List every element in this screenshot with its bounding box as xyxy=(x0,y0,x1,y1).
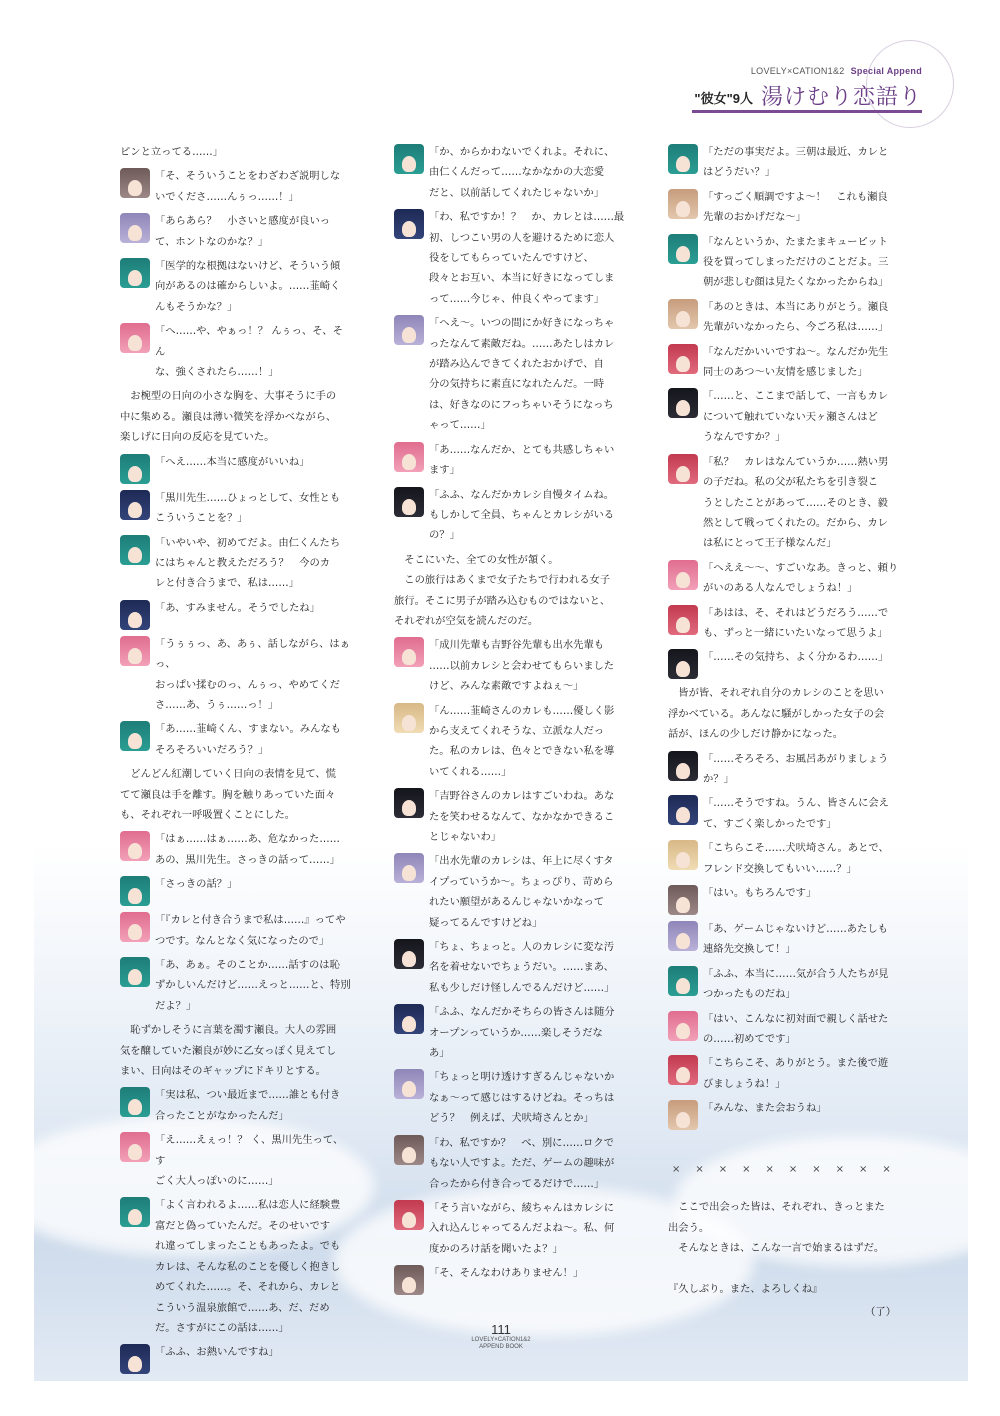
dialogue-text: 「ふふ、なんだかカレシ自慢タイムね。 もしかして全員、ちゃんとカレシがいる の？」 xyxy=(429,488,615,542)
dialogue-text: 「わ、私ですか？ べ、別に……ロクで もない人ですよ。ただ、ゲームの趣味が 合ったから付き合ってるだけで……」 xyxy=(429,1136,615,1190)
dialogue-line xyxy=(394,485,626,546)
dialogue-line xyxy=(120,829,352,870)
dialogue-text: 「あ、あぁ。そのことか……話すのは恥 ずかしいんだけど……えっと……と、特別 だよ？」 xyxy=(155,959,351,1012)
dialogue-text: 「へえ～。いつの間にか好きになっちゃ ったなんて素敵だね。……あたしはカレ が踏み込んできてくれたおかげで、自 分の気持ちに素直になれたんだ。一時 は、好きなのにフっちゃいそうになっち ゃって……」 xyxy=(429,317,615,432)
dialogue-line xyxy=(394,937,626,998)
header-append: Special Append xyxy=(850,66,922,76)
dialogue-line xyxy=(668,1053,900,1094)
girl-pink-hair-icon xyxy=(120,912,150,942)
dialogue-text: 「医学的な根拠はないけど、そういう傾 向があるのは確からしいよ。……韮崎く んもそうかな？」 xyxy=(155,260,341,313)
header-title: 湯けむり恋語り xyxy=(760,85,922,110)
header-title-block xyxy=(694,80,922,111)
dialogue-text: 「成川先輩も吉野谷先輩も出水先輩も ……以前カレシと会わせてもらいました けど、みんな素敵ですよねぇ～」 xyxy=(429,639,615,693)
dialogue-text: 「そ、そういうことをわざわざ説明しな いでくださ……んぅっ……！」 xyxy=(155,170,341,203)
dialogue-line xyxy=(394,786,626,847)
girl-brown-hair-icon xyxy=(394,1265,424,1295)
dialogue-line xyxy=(394,635,626,696)
girl-blonde-hair-icon xyxy=(668,840,698,870)
girl-teal-hair-icon xyxy=(120,535,150,565)
dialogue-text: 「ん……韮崎さんのカレも……優しく影 から支えてくれそうな、立派な人だっ た。私のカレは、色々とできない私を導 いてくれる……」 xyxy=(429,704,615,778)
dialogue-text: 「ただの事実だよ。三朝は最近、カレと はどうだい？」 xyxy=(703,146,889,179)
girl-lavender-hair-icon xyxy=(394,853,424,883)
section-separator: ×××××××××× xyxy=(672,1164,906,1176)
girl-brown-hair-icon xyxy=(394,1135,424,1165)
header-subtitle: "彼女"9人 xyxy=(694,91,753,106)
dialogue-text: 「……そうですね。うん、皆さんに会え て、すごく楽しかったです」 xyxy=(703,797,889,830)
dialogue-line xyxy=(120,1085,352,1126)
dialogue-text: 「黒川先生……ひょっとして、女性とも こういうことを？」 xyxy=(155,491,341,525)
dialogue-line xyxy=(668,603,900,644)
dialogue-text: 「よく言われるよ……私は恋人に経験豊 富だと偽っていたんだ。そのせいです れ違ってしまったこともあったよ。でも カレは、そんな私のことを優しく抱きし めてくれた……。そ、それから、カレと こういう温泉旅館で……あ、だ、だめ だ。さすがにこの話は……」 xyxy=(155,1199,341,1334)
girl-lavender-hair-icon xyxy=(394,315,424,345)
dialogue-text: 「……そろそろ、お風呂あがりましょう か？」 xyxy=(703,752,889,785)
girl-pink-hair-icon xyxy=(668,560,698,590)
dialogue-line xyxy=(394,207,626,309)
girl-teal-hair-icon xyxy=(668,966,698,996)
dialogue-line xyxy=(668,919,900,960)
girl-brown-hair-icon xyxy=(120,168,150,198)
dialogue-line xyxy=(120,1195,352,1338)
dialogue-text: 「さっきの話？」 xyxy=(155,878,238,891)
narration-text: どんどん紅潮していく日向の表情を見て、慌 てて瀬良は手を離す。胸を触りあっていた面々 も、それぞれ一呼吸置くことにした。 xyxy=(120,768,337,821)
dialogue-text: 「へ……や、やぁっ！？ んぅっ、そ、そん な、強くされたら……！」 xyxy=(155,325,343,379)
dialogue-text: 「へえ……本当に感度がいいね」 xyxy=(155,455,310,468)
dialogue-line xyxy=(668,386,900,447)
dialogue-text: 「あ……なんだか、とても共感しちゃい ます」 xyxy=(429,443,615,477)
dialogue-text: 「はい。もちろんです」 xyxy=(703,887,817,899)
girl-black-hair-icon xyxy=(668,751,698,781)
dialogue-text: 「うぅぅっ、あ、あぅ、話しながら、はぁっ、 おっぱい揉むのっ、んぅっ、やめてくだ さ……あ、うぅ……っ！」 xyxy=(155,637,351,711)
girl-navy-hair-icon xyxy=(120,600,150,630)
dialogue-line xyxy=(120,533,352,594)
dialogue-line xyxy=(120,488,352,529)
dialogue-text: 「ちょっと明け透けすぎるんじゃないか なぁ～って感じはするけどね。そっちは どう？ 例えば、犬吠埼さんとか」 xyxy=(429,1071,615,1125)
dialogue-text: 「……その気持ち、よく分かるわ……」 xyxy=(703,651,889,664)
dialogue-text: 「みんな、また会おうね」 xyxy=(703,1102,827,1115)
end-mark: （了） xyxy=(865,1306,896,1319)
dialogue-text: 「へええ～～、すごいなあ。きっと、頼り がいのある人なんでしょうね！」 xyxy=(703,561,899,595)
dialogue-text: 「なんというか、たまたまキューピット 役を買ってしまっただけのことだよ。三 朝が悲しむ顔は見たくなかったからね」 xyxy=(703,235,889,289)
girl-navy-hair-icon xyxy=(394,209,424,239)
dialogue-text: 「わ、私ですか！？ か、カレとは……最 初、しつこい男の人を避けるために恋人 役をしてもらっていたんですけど、 段々とお互い、本当に好きになってしま って……今じゃ、仲良くやってます」 xyxy=(429,211,625,305)
girl-pink-hair-icon xyxy=(394,637,424,667)
dialogue-line xyxy=(668,749,900,790)
girl-teal-hair-icon xyxy=(120,721,150,751)
narration-text: お椀型の日向の小さな胸を、大事そうに手の 中に集める。瀬良は薄い微笑を浮かべながら、 楽しげに日向の反応を見ていた。 xyxy=(120,390,337,444)
dialogue-line xyxy=(394,1067,626,1128)
dialogue-line xyxy=(668,838,900,879)
girl-navy-hair-icon xyxy=(120,490,150,520)
dialogue-text: 「はぁ……はぁ……あ、危なかった…… あの、黒川先生。さっきの話って……」 xyxy=(155,833,340,866)
girl-red-hair-icon xyxy=(668,344,698,374)
text-column-2 xyxy=(394,142,626,1299)
book-name: LOVELY×CATION1&2 APPEND BOOK xyxy=(471,1337,531,1350)
girl-black-hair-icon xyxy=(668,649,698,679)
dialogue-text: 「あのときは、本当にありがとう。瀬良 先輩がいなかったら、今ごろ私は……」 xyxy=(703,300,889,334)
dialogue-text: 「そ、そんなわけありません！」 xyxy=(429,1267,584,1280)
dialogue-line xyxy=(668,297,900,338)
dialogue-line xyxy=(668,187,900,228)
dialogue-line xyxy=(120,1130,352,1191)
girl-teal-hair-icon xyxy=(668,144,698,174)
girl-brown-hair-icon xyxy=(668,885,698,915)
dialogue-text: 「いやいや、初めてだよ。由仁くんたち にはちゃんと教えただろう？ 今のカ レと付き合うまで、私は……」 xyxy=(155,536,341,590)
girl-red-hair-icon xyxy=(668,1055,698,1085)
dialogue-line xyxy=(668,232,900,293)
dialogue-text: 「そう言いながら、綾ちゃんはカレシに 入れ込んじゃってるんだよね～。私、何 度かのろけ話を聞いたよ？」 xyxy=(429,1201,615,1255)
dialogue-text: 「ふふ、なんだかそちらの皆さんは随分 オープンっていうか……楽しそうだな あ」 xyxy=(429,1006,615,1060)
dialogue-text: 「あ、すみません。そうでしたね」 xyxy=(155,601,320,614)
dialogue-line xyxy=(394,313,626,435)
dialogue-text: 「あはは、そ、それはどうだろう……で も、ずっと一緒にいたいなって思うよ」 xyxy=(703,606,889,639)
girl-tan-hair-icon xyxy=(668,1100,698,1130)
page-header xyxy=(34,36,968,126)
dialogue-line xyxy=(394,1263,626,1295)
dialogue-text: 「あらあら？ 小さいと感度が良いっ て、ホントなのかな？」 xyxy=(155,215,331,248)
dialogue-text: 「吉野谷さんのカレはすごいわね。あな たを笑わせるなんて、なかなかできるこ とじゃないわ」 xyxy=(429,790,615,843)
girl-teal-hair-icon xyxy=(120,1087,150,1117)
girl-red-hair-icon xyxy=(668,605,698,635)
girl-teal-hair-icon xyxy=(668,234,698,264)
girl-tan-hair-icon xyxy=(668,299,698,329)
girl-lavender-hair-icon xyxy=(394,1069,424,1099)
dialogue-text: 「あ……韮崎くん、すまない。みんなも そろそろいいだろう？」 xyxy=(155,723,341,756)
dialogue-line xyxy=(668,342,900,383)
dialogue-line xyxy=(120,910,352,951)
girl-teal-hair-icon xyxy=(120,876,150,906)
girl-black-hair-icon xyxy=(394,788,424,818)
dialogue-text: 「か、からかわないでくれよ。それに、 由仁くんだって……なかなかの大恋愛 だと、以前話してくれたじゃないか」 xyxy=(429,146,615,199)
girl-pink-hair-icon xyxy=(668,1011,698,1041)
dialogue-line xyxy=(668,883,900,915)
dialogue-line xyxy=(120,256,352,317)
dialogue-text: 「出水先輩のカレシは、年上に尽くすタ イプっていうか～。ちょっぴり、苛めら れたい願望があるんじゃないかなって 疑ってるんですけどね」 xyxy=(429,855,614,929)
dialogue-line xyxy=(668,452,900,554)
text-column-3 xyxy=(668,142,906,1319)
dialogue-text: 「え……えぇっ！？ く、黒川先生って、す ごく大人っぽいのに……」 xyxy=(155,1134,344,1188)
dialogue-line xyxy=(668,647,900,679)
girl-pink-hair-icon xyxy=(120,1132,150,1162)
text-column-1 xyxy=(120,142,352,1378)
dialogue-text: 「こちらこそ、ありがとう。また後で遊 びましょうね！」 xyxy=(703,1057,889,1090)
dialogue-line xyxy=(120,452,352,484)
girl-navy-hair-icon xyxy=(394,1004,424,1034)
girl-teal-hair-icon xyxy=(120,1197,150,1227)
girl-red-hair-icon xyxy=(394,1200,424,1230)
narration-text: 恥ずかしそうに言葉を濁す瀬良。大人の雰囲 気を醸していた瀬良が妙に乙女っぽく見えてし まい、日向はそのギャップにドキリとする。 xyxy=(120,1024,337,1078)
dialogue-line xyxy=(668,1009,900,1050)
girl-black-hair-icon xyxy=(668,388,698,418)
dialogue-line xyxy=(668,558,900,599)
girl-pink-hair-icon xyxy=(120,323,150,353)
dialogue-text: 「すっごく順調ですよ～！ これも瀬良 先輩のおかげだな～」 xyxy=(703,190,888,224)
page-footer xyxy=(34,1322,968,1351)
header-underline xyxy=(692,110,922,113)
dialogue-line xyxy=(668,142,900,183)
dialogue-line xyxy=(394,851,626,933)
dialogue-line xyxy=(120,955,352,1016)
girl-lavender-hair-icon xyxy=(668,921,698,951)
dialogue-line xyxy=(120,321,352,382)
dialogue-line xyxy=(668,793,900,834)
dialogue-text: 「私？ カレはなんていうか……熱い男 の子だね。私の父が私たちを引き裂こ うとしたことがあって……そのとき、毅 然として戦ってくれたの。だから、カレ は私にとって王子様なんだ」 xyxy=(703,455,889,550)
dialogue-text: 「実は私、つい最近まで……誰とも付き 合ったことがなかったんだ」 xyxy=(155,1089,341,1122)
dialogue-line xyxy=(120,598,352,630)
dialogue-line xyxy=(120,166,352,207)
dialogue-text: 「……と、ここまで話して、一言もカレ について触れていない天ヶ瀬さんはど うなんですか？」 xyxy=(703,390,889,444)
girl-pink-hair-icon xyxy=(120,636,150,666)
dialogue-line xyxy=(394,1198,626,1259)
girl-teal-hair-icon xyxy=(120,454,150,484)
girl-navy-hair-icon xyxy=(668,795,698,825)
dialogue-line xyxy=(120,719,352,760)
dialogue-text: 「ふふ、お熱いんですね」 xyxy=(155,1346,279,1359)
dialogue-line xyxy=(120,211,352,252)
dialogue-line xyxy=(394,142,626,203)
narration-text: ピンと立ってる……」 xyxy=(120,146,223,158)
narration-text: そこにいた、全ての女性が頷く。 この旅行はあくまで女子たちで行われる女子 旅行。そこに男子が踏み込むものではないと、 それぞれが空気を読んだのだ。 xyxy=(394,553,611,627)
dialogue-line xyxy=(394,701,626,783)
header-series: LOVELY×CATION1&2 Special Append xyxy=(750,66,922,76)
dialogue-text: 「ちょ、ちょっと。人のカレシに変な汚 名を着せないでちょうだい。……まあ、 私も少しだけ怪しんでるんだけど……」 xyxy=(429,941,615,994)
dialogue-line xyxy=(668,1098,900,1130)
girl-black-hair-icon xyxy=(394,487,424,517)
dialogue-line xyxy=(394,440,626,481)
dialogue-text: 「ふふ、本当に……気が合う人たちが見 つかったものだね」 xyxy=(703,967,889,1001)
dialogue-text: 「こちらこそ……犬吠埼さん。あとで、 フレンド交換してもいい……？」 xyxy=(703,842,889,875)
narration-text: 皆が皆、それぞれ自分のカレシのことを思い 浮かべている。あんなに騒がしかった女子の会 話が、ほんの少しだけ静かになった。 xyxy=(668,687,885,741)
dialogue-line xyxy=(668,964,900,1005)
page-number: 111 xyxy=(491,1322,511,1337)
dialogue-text: 「なんだかいいですね～。なんだか先生 同士のあつ～い友情を感じました」 xyxy=(703,345,889,379)
dialogue-line xyxy=(120,634,352,716)
page xyxy=(34,36,968,1381)
dialogue-text: 「あ、ゲームじゃないけど……あたしも 連絡先交換して！」 xyxy=(703,923,888,956)
girl-blonde-hair-icon xyxy=(394,703,424,733)
girl-teal-hair-icon xyxy=(120,957,150,987)
girl-teal-hair-icon xyxy=(120,258,150,288)
girl-black-hair-icon xyxy=(394,939,424,969)
dialogue-text: 「はい、こんなに初対面で親しく話せた の……初めてです」 xyxy=(703,1012,889,1046)
girl-pink-hair-icon xyxy=(120,831,150,861)
dialogue-text: 「『カレと付き合うまで私は……』ってや つです。なんとなく気になったので」 xyxy=(155,914,346,947)
dialogue-line xyxy=(120,874,352,906)
girl-lavender-hair-icon xyxy=(120,213,150,243)
dialogue-line xyxy=(394,1133,626,1194)
girl-teal-hair-icon xyxy=(394,144,424,174)
girl-red-hair-icon xyxy=(668,454,698,484)
girl-pink-hair-icon xyxy=(394,442,424,472)
narration-text: ここで出会った皆は、それぞれ、きっとまた 出会う。 そんなときは、こんな一言で始まるはずだ。 『久しぶり。また、よろしくね』 xyxy=(668,1201,885,1295)
dialogue-line xyxy=(394,1002,626,1063)
girl-tan-hair-icon xyxy=(668,189,698,219)
